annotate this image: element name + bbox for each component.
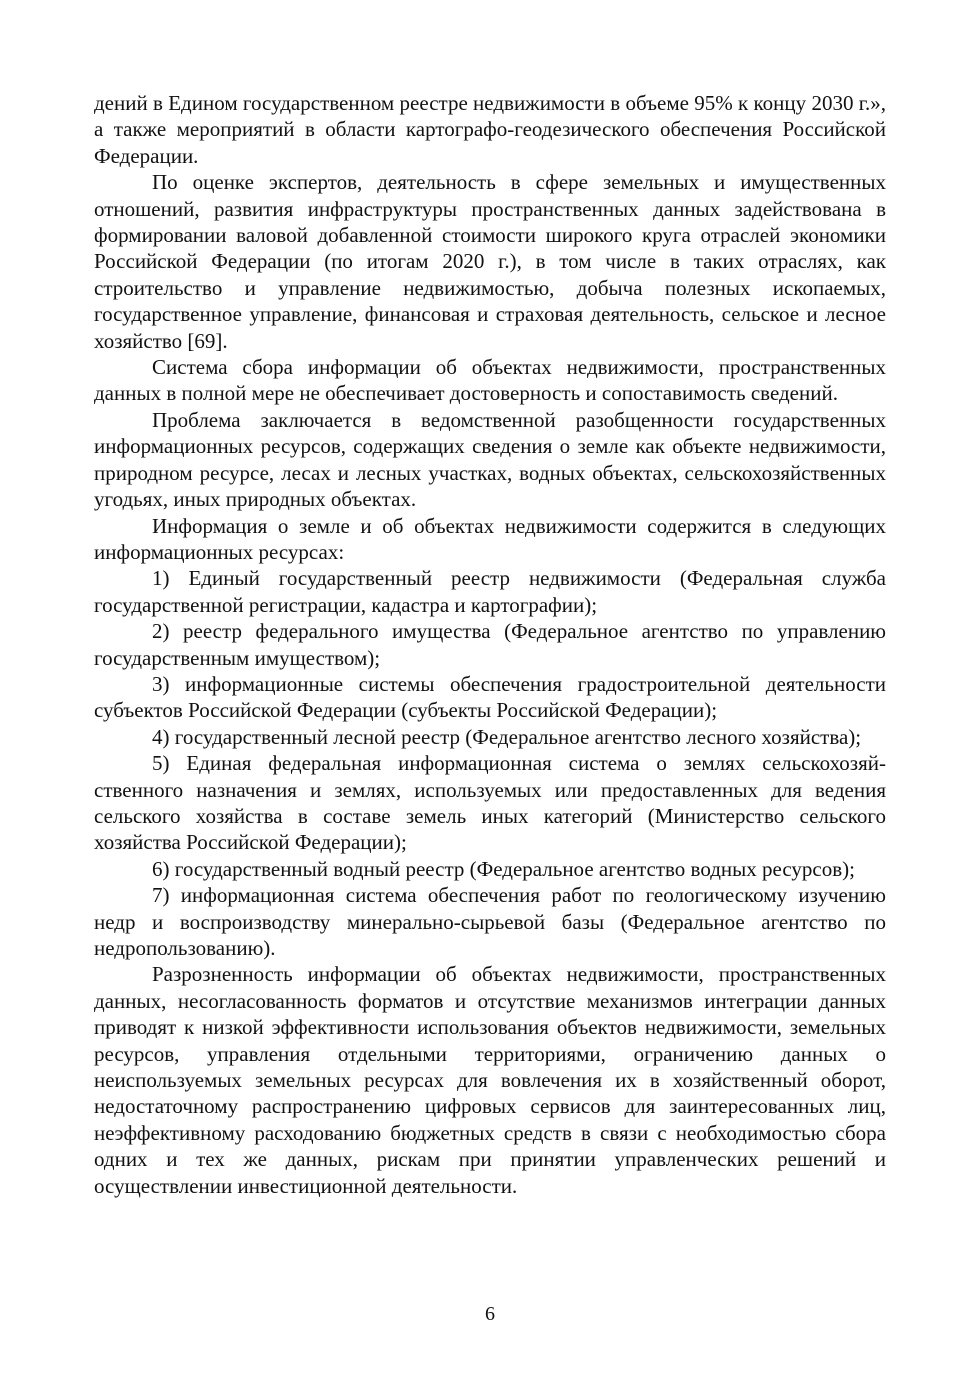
document-body xyxy=(94,90,886,1199)
list-item-6: 6) государственный водный реестр (Федеральное агентство водных ресурсов); xyxy=(152,856,855,881)
list-item-4: 4) государственный лесной реестр (Федеральное агентство лесного хозяйства); xyxy=(152,724,862,749)
paragraph-continuation: дений в Едином государственном реестре недвижимости в объеме 95% к концу 2030 г.», а также мероприятий в области картографо-геодезического обеспечения Российской Федерации. xyxy=(94,91,886,168)
list-item-3: 3) информационные системы обеспечения градостроительной деятельности субъектов Российской Федерации (субъекты Российской Федерации); xyxy=(94,671,886,723)
paragraph-resources-intro: Информация о земле и об объектах недвижимости содержится в следующих информационных ресурсах: xyxy=(94,513,886,564)
paragraph-information-system: Система сбора информации об объектах недвижимости, пространственных данных в полной мере не обеспечивает достоверность и сопоставимость сведений. xyxy=(94,355,886,406)
paragraph-expert-assessment: По оценке экспертов, деятельность в сфере земельных и имущественных отношений, развития инфраструктуры пространственных данных задействована в формировании валовой добавленной стоимости широкого круга отраслей экономики Российской Федерации (по итогам 2020 г.), в том числе в таких отраслях, как строительство и управление недвижимостью, добыча полезных ископаемых, государственное управление, финансовая и страховая деятельность, сельское и лесное хозяйство [69]. xyxy=(94,170,886,353)
list-item-2: 2) реестр федерального имущества (Федеральное агентство по управлению государственным имуществом); xyxy=(94,619,886,670)
list-item-5: 5) Единая федеральная информационная система о землях сельскохозяйственного назначения и землях, используемых или предоставленных для ведения сельского хозяйства в составе земель иных категорий (Министерство сельского хозяйства Российской Федерации); xyxy=(94,751,886,855)
paragraph-fragmentation: Разрозненность информации об объектах недвижимости, пространственных данных, несогласованность форматов и отсутствие механизмов интеграции данных приводят к низкой эффективности использования объектов недвижимости, земельных ресурсов, управления отдельными территориями, ограничению данных о неиспользуемых земельных ресурсах для вовлечения их в хозяйственный оборот, недостаточному распространению цифровых сервисов для заинтересованных лиц, неэффективному расходованию бюджетных средств в связи с необходимостью сбора одних и тех же данных, рискам при принятии управленческих решений и осуществлении инвестиционной деятельности. xyxy=(94,962,886,1198)
paragraph-problem: Проблема заключается в ведомственной разобщенности государственных информационных ресурсов, содержащих сведения о земле как объекте недвижимости, природном ресурсе, лесах и лесных участках, водных объектах, сельскохозяйственных угодьях, иных природных объектах. xyxy=(94,407,886,512)
list-item-7: 7) информационная система обеспечения работ по геологическому изучению недр и воспроизводству минерально-сырьевой базы (Федеральное агентство по недропользованию). xyxy=(94,883,886,960)
page-number: 6 xyxy=(485,1303,495,1325)
list-item-1: 1) Единый государственный реестр недвижимости (Федеральная служба государственной регистрации, кадастра и картографии); xyxy=(94,566,886,617)
